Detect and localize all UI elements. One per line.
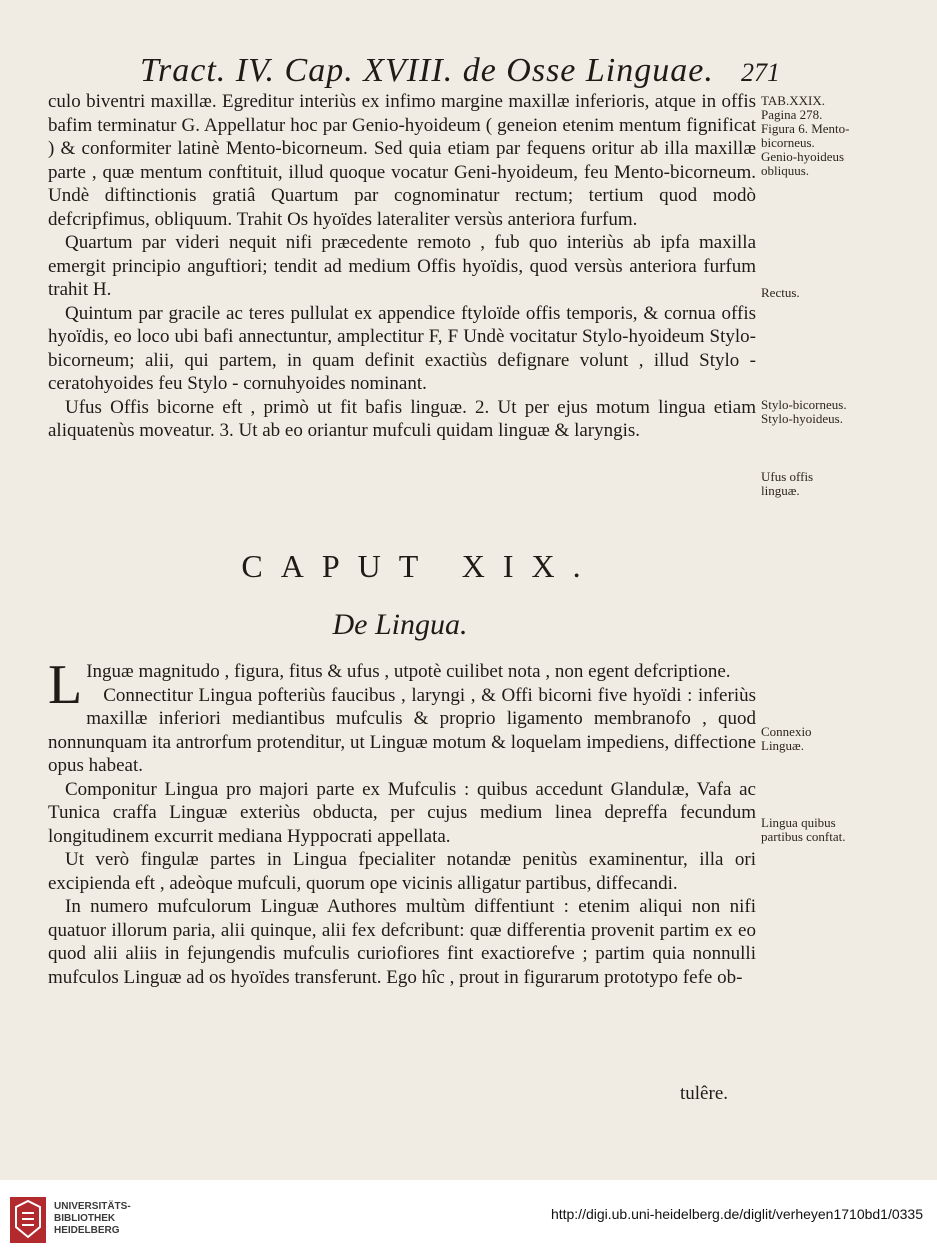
paragraph: Ufus Offis bicorne eft , primò ut fit bafis linguæ. 2. Ut per ejus motum lingua etiam aliquatenùs moveatur. 3. Ut ab eo oriantur mufculi quidam linguæ & laryngis. xyxy=(48,396,756,441)
margin-note: Connexio Linguæ. xyxy=(761,724,812,753)
paragraph: Connectitur Lingua pofteriùs faucibus , laryngi , & Offi bicorni five hyoïdi : inferiùs maxillæ inferiori mediantibus mufculis & proprio ligamento membranofo , quod nonnunquam ita antrorfum protenditur, ut Linguæ motum & loquelam impediens, diffectione opus habeat. xyxy=(48,684,756,776)
paragraph: Ut verò fingulæ partes in Lingua fpecialiter notandæ penitùs examinentur, illa ori excipienda eft , adeòque mufculi, quorum ope vicinis alligatur partibus, diffecandi. xyxy=(48,849,756,894)
paragraph-text: Inguæ magnitudo , figura, fitus & ufus , utpotè cuilibet nota , non egent defcriptione. xyxy=(86,661,731,682)
paragraph: culo biventri maxillæ. Egreditur interiùs ex infimo margine maxillæ inferioris, atque in offis bafim terminatur G. Appellatur hoc par Genio-hyoideum ( geneion etenim mentum fignificat ) & conformiter latinè Mento-bicorneum. Sed quia etiam par fequens oritur ab illa maxillæ parte , quæ mentum conftituit, illud quoque vocatur Geni-hyoideum, feu Mento-bicorneum. Undè diftinctionis gratiâ Quartum par cognominatur rectum; tertium quod modò defcripfimus, obliquum. Trahit Os hyoïdes lateraliter versùs anteriora furfum. xyxy=(48,91,756,230)
paragraph xyxy=(48,654,756,716)
catchword: tulêre. xyxy=(680,1083,729,1104)
paragraph: Componitur Lingua pro majori parte ex Mufculis : quibus accedunt Glandulæ, Vafa ac Tunica craffa Linguæ exteriùs obducta, per cujus medium linea depreffa fecundum longitudinem excurrit mediana Hyppocrati appellata. xyxy=(48,778,756,847)
margin-note: Rectus. xyxy=(761,285,800,300)
margin-note: Ufus offis linguæ. xyxy=(761,469,814,498)
drop-capital: L xyxy=(48,654,83,716)
paragraph: Quintum par gracile ac teres pullulat ex appendice ftyloïde offis temporis, & cornua offis hyoïdis, eo loco ubi bafi annectuntur, amplectitur F, F Undè vocitatur Stylo-hyoideum Stylo-bicorneum; alii, qui partem, in quam definit exactiùs defignare volunt , illud Stylo - ceratohyoides feu Stylo - cornuhyoides nominant. xyxy=(48,302,756,394)
document-url-link[interactable]: http://digi.ub.uni-heidelberg.de/diglit/verheyen1710bd1/0335 xyxy=(550,1206,923,1222)
chapter-heading: CAPUT XIX. xyxy=(241,548,599,584)
margin-note: Stylo-bicorneus. Stylo-hyoideus. xyxy=(761,397,847,426)
margin-note: Lingua quibus partibus conftat. xyxy=(761,815,846,844)
paragraph: In numero mufculorum Linguæ Authores multùm diffentiunt : etenim aliqui non nifi quatuor illorum paria, alii quinque, alii fex defcribunt: quæ differentia provenit partim ex eo quod alii aliis in fejungendis mufculis curiofiores fint exactiorefve ; partim quia nonnulli mufculos Linguæ ad os hyoïdes transferunt. Ego hîc , prout in figurarum prototypo fefe ob- xyxy=(48,896,756,988)
running-title: Tract. IV. Cap. XVIII. de Osse Linguae. xyxy=(140,52,714,89)
text-block-lower xyxy=(48,654,756,989)
viewer-footer xyxy=(0,1180,937,1259)
library-name: UNIVERSITÄTS- BIBLIOTHEK HEIDELBERG xyxy=(54,1201,131,1236)
page-number: 271 xyxy=(741,58,780,87)
library-logo[interactable] xyxy=(10,1197,130,1243)
chapter-subheading: De Lingua. xyxy=(332,608,468,641)
paragraph: Quartum par videri nequit nifi præcedente remoto , fub quo interiùs ab ipfa maxilla emergit principio anguftiori; tendit ad medium Offis hyoïdis, quod versùs anteriora furfum trahit H. xyxy=(48,232,756,300)
margin-note: TAB.XXIX. Pagina 278. Figura 6. Mento-bicorneus. Genio-hyoideus obliquus. xyxy=(761,93,850,178)
text-block-upper xyxy=(48,90,756,443)
library-emblem-icon xyxy=(10,1197,46,1243)
